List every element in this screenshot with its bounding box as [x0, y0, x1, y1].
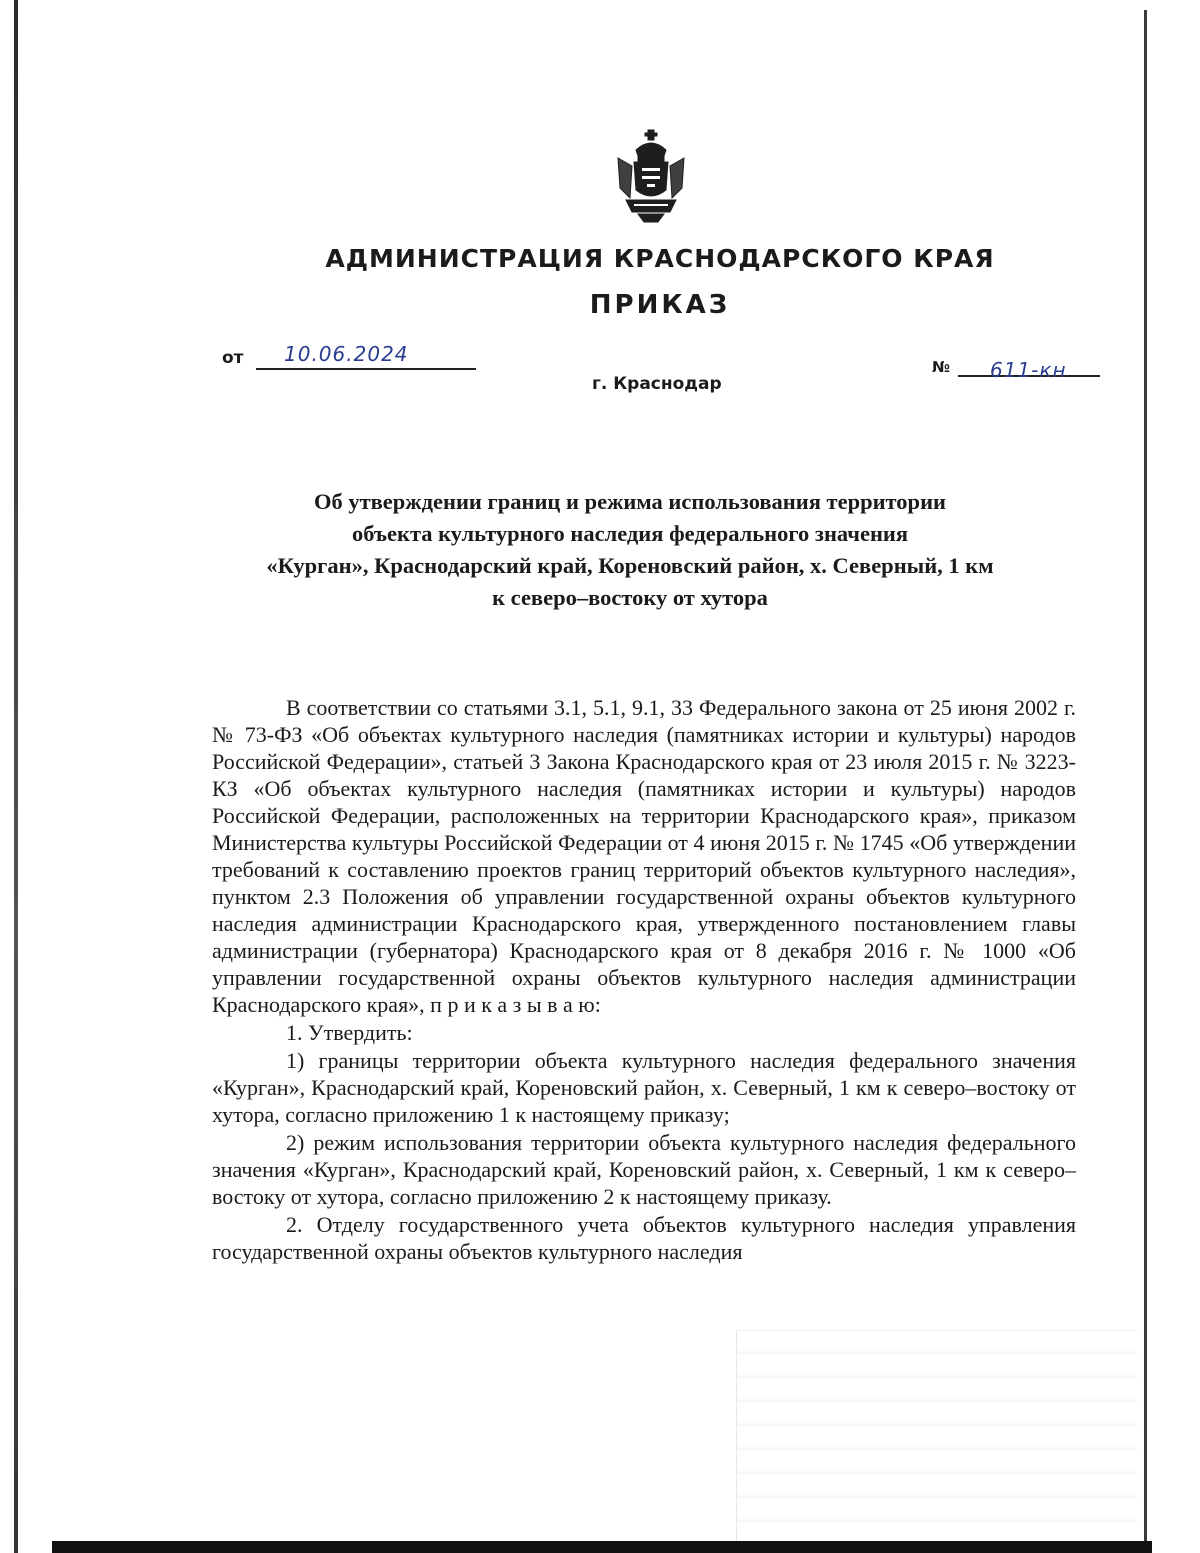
body-paragraph-subitem-1: 1) границы территории объекта культурного наследия федерального значения «Курган», Краснодарский край, Кореновский район, х. Северный, 1 км к северо–востоку от хутора, согласно приложению 1 к настоящему приказу;	[212, 1048, 1076, 1127]
heading-line: «Курган», Краснодарский край, Кореновский район, х. Северный, 1 км	[266, 553, 994, 578]
body-paragraph-item-1: 1. Утвердить:	[286, 1020, 413, 1045]
heading-line: к северо–востоку от хутора	[492, 585, 768, 610]
organization-title: АДМИНИСТРАЦИЯ КРАСНОДАРСКОГО КРАЯ	[325, 244, 995, 273]
document-heading	[190, 486, 1070, 614]
date-handwritten-value: 10.06.2024	[284, 342, 409, 366]
date-number-row	[222, 342, 1102, 392]
date-label: от	[222, 348, 244, 368]
heading-line: Об утверждении границ и режима использования территории	[313, 489, 947, 514]
scan-edge-right	[1144, 10, 1147, 1553]
number-handwritten-value: 611-кн	[990, 358, 1067, 382]
body-paragraph-item-2: 2. Отделу государственного учета объектов культурного наследия управления государственной охраны объектов культурного наследия	[212, 1212, 1076, 1264]
heading-line: объекта культурного наследия федерального значения	[351, 521, 909, 546]
number-label: №	[932, 358, 951, 376]
date-underline	[256, 368, 476, 370]
body-paragraph-preamble: В соответствии со статьями 3.1, 5.1, 9.1, 33 Федерального закона от 25 июня 2002 г. № 73-ФЗ «Об объектах культурного наследия (памятниках истории и культуры) народов Российской Федерации», статьей 3 Закона Краснодарского края от 23 июля 2015 г. № 3223-КЗ «Об объектах культурного наследия (памятниках истории и культуры) народов Российской Федерации, расположенных на территории Краснодарского края», приказом Министерства культуры Российской Федерации от 4 июня 2015 г. № 1745 «Об утверждении требований к составлению проектов границ территорий объектов культурного наследия», пунктом 2.3 Положения об управлении государственной охраны объектов культурного наследия администрации Краснодарского края, утвержденного постановлением главы администрации (губернатора) Краснодарского края от 8 декабря 2016 г. № 1000 «Об управлении государственной охраны объектов культурного наследия администрации Краснодарского края», п р и к а з ы в а ю:	[212, 695, 1076, 1017]
scan-edge-bottom	[52, 1541, 1152, 1553]
faded-stamp-area	[736, 1330, 1137, 1541]
document-body	[212, 694, 1076, 1265]
krasnodar-coat-of-arms-icon	[614, 128, 688, 224]
document-type-title: ПРИКАЗ	[589, 290, 731, 320]
city-label: г. Краснодар	[592, 374, 722, 394]
body-paragraph-subitem-2: 2) режим использования территории объекта культурного наследия федерального значения «Курган», Краснодарский край, Кореновский район, х. Северный, 1 км к северо–востоку от хутора, согласно приложению 2 к настоящему приказу.	[212, 1130, 1076, 1209]
scan-edge-left	[14, 0, 18, 1553]
